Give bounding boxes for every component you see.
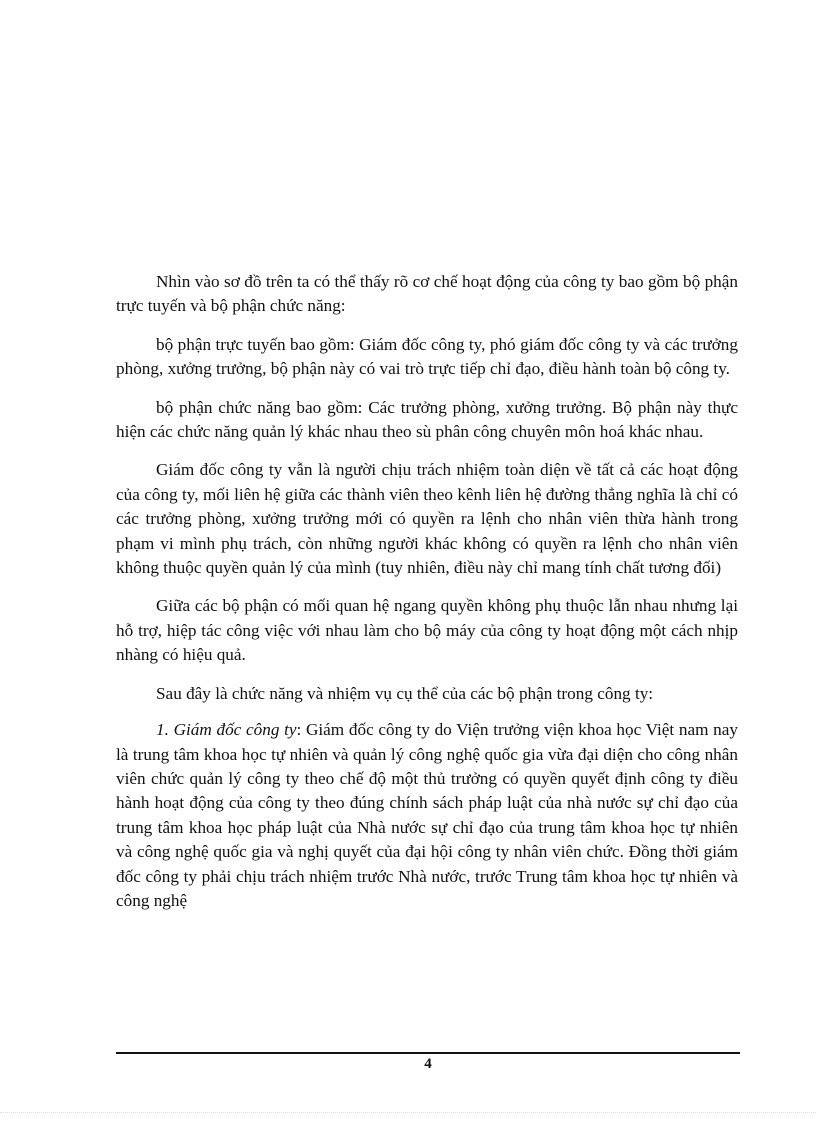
paragraph-functions-intro: Sau đây là chức năng và nhiệm vụ cụ thể của các bộ phận trong công ty: <box>156 683 654 703</box>
paragraph-departments-relationship: Giữa các bộ phận có mối quan hệ ngang quyền không phụ thuộc lẫn nhau nhưng lại hỗ trợ, hiệp tác công việc với nhau làm cho bộ máy của công ty hoạt động một cách nhịp nhàng có hiệu quả. <box>116 596 738 665</box>
paragraph-director-responsibility: Giám đốc công ty vẫn là người chịu trách nhiệm toàn diện về tất cả các hoạt động của công ty, mối liên hệ giữa các thành viên theo kênh liên hệ đường thẳng nghĩa là chỉ có các trưởng phòng, xưởng trưởng mới có quyền ra lệnh cho nhân viên thừa hành trong phạm vi mình phụ trách, còn những người khác không có quyền ra lệnh cho nhân viên không thuộc quyền quản lý của mình (tuy nhiên, điều này chỉ mang tính chất tương đối) <box>116 460 738 578</box>
section-heading-director: 1. Giám đốc công ty <box>156 720 297 740</box>
section-body-director: : Giám đốc công ty do Viện trưởng viện khoa học Việt nam nay là trung tâm khoa học tự nhiên và quản lý công nghệ quốc gia vừa đại diện cho công nhân viên chức quản lý công ty theo chế độ một thủ trưởng có quyền quyết định công ty điều hành hoạt động của công ty theo đúng chính sách pháp luật của nhà nước sự chỉ đạo của trung tâm khoa học pháp luật của Nhà nước sự chỉ đạo của trung tâm khoa học tự nhiên và công nghệ quốc gia và nghị quyết của đại hội công ty nhân viên chức. Đồng thời giám đốc công ty phải chịu trách nhiệm trước Nhà nước, trước Trung tâm khoa học tự nhiên và công nghệ <box>116 720 738 910</box>
paragraph-intro: Nhìn vào sơ đồ trên ta có thể thấy rõ cơ chế hoạt động của công ty bao gồm bộ phận trực tuyến và bộ phận chức năng: <box>116 272 738 316</box>
footer-divider <box>116 1052 740 1054</box>
page-number: 4 <box>424 1056 432 1072</box>
paragraph-functional-department: bộ phận chức năng bao gồm: Các trưởng phòng, xưởng trưởng. Bộ phận này thực hiện các chức năng quản lý khác nhau theo sù phân công chuyên môn hoá khác nhau. <box>116 397 738 442</box>
page-body <box>116 270 738 927</box>
paragraph-online-department: bộ phận trực tuyến bao gồm: Giám đốc công ty, phó giám đốc công ty và các trưởng phòng, xưởng trưởng, bộ phận này có vai trò trực tiếp chỉ đạo, điều hành toàn bộ công ty. <box>116 334 738 379</box>
page-bottom-edge <box>0 1112 816 1113</box>
paragraph-section-director <box>116 718 738 913</box>
